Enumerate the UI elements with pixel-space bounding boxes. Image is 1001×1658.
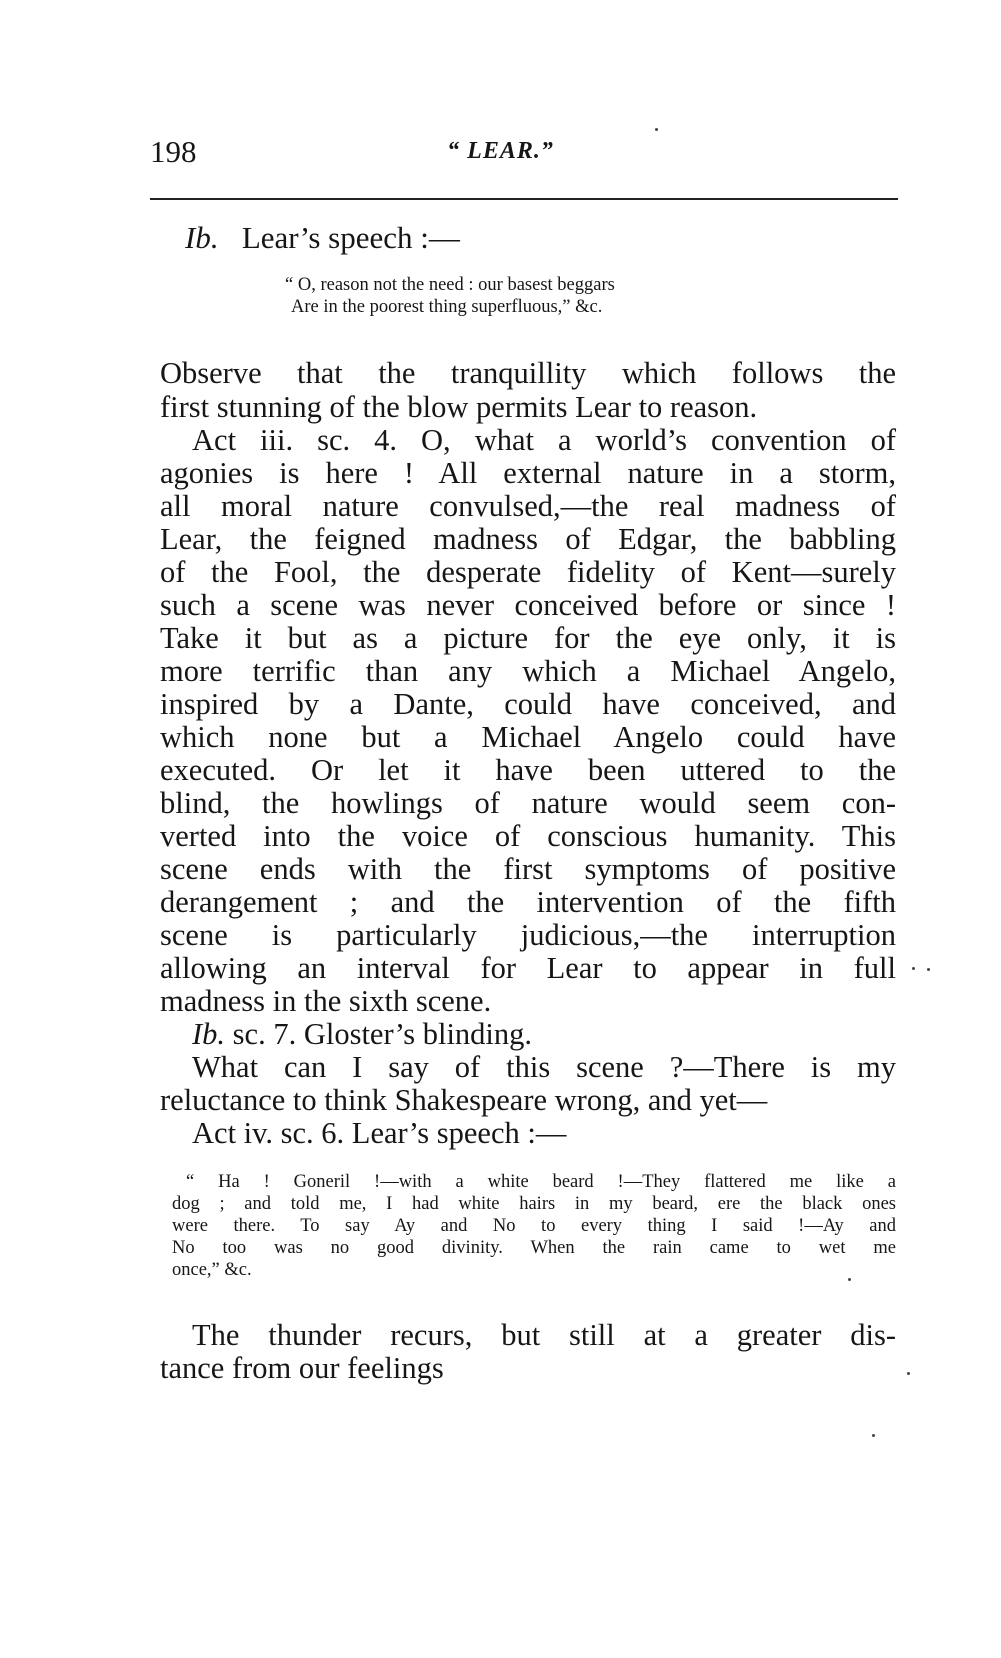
text-line: which none but a Michael Angelo could have	[160, 720, 896, 754]
section-heading-text: sc. 7. Gloster’s blinding.	[232, 1017, 533, 1051]
quote-line: were there. To say Ay and No to every thing I said !—Ay and	[172, 1216, 896, 1236]
section-heading-gloster	[192, 1017, 532, 1052]
print-speck	[907, 1372, 910, 1375]
print-speck	[927, 968, 930, 971]
quote-line: “ O, reason not the need : our basest beggars	[285, 275, 615, 295]
page-number: 198	[150, 134, 197, 169]
print-speck	[872, 1434, 875, 1437]
text-line: verted into the voice of conscious humanity. This	[160, 819, 896, 853]
text-line: scene is particularly judicious,—the interruption	[160, 918, 896, 952]
text-line: What can I say of this scene ?—There is my	[192, 1050, 896, 1084]
print-speck	[655, 128, 658, 131]
text-line: agonies is here ! All external nature in a storm,	[160, 456, 896, 490]
section-heading-act-iv: Act iv. sc. 6. Lear’s speech :—	[192, 1116, 567, 1150]
text-line: all moral nature convulsed,—the real madness of	[160, 489, 896, 523]
text-line: reluctance to think Shakespeare wrong, and yet—	[160, 1083, 768, 1117]
quote-line: once,” &c.	[172, 1260, 252, 1280]
text-line: such a scene was never conceived before or since !	[160, 588, 896, 622]
quote-line: dog ; and told me, I had white hairs in my beard, ere the black ones	[172, 1194, 896, 1214]
ibid-label: Ib.	[192, 1017, 226, 1051]
text-line: allowing an interval for Lear to appear in full	[160, 951, 896, 985]
text-line: derangement ; and the intervention of the fifth	[160, 885, 896, 919]
header-rule	[150, 198, 898, 200]
text-line: blind, the howlings of nature would seem con-	[160, 786, 896, 820]
text-line: The thunder recurs, but still at a greater dis-	[192, 1318, 896, 1352]
text-line: Take it but as a picture for the eye only, it is	[160, 621, 896, 655]
quote-line: No too was no good divinity. When the rain came to wet me	[172, 1238, 896, 1258]
text-line: inspired by a Dante, could have conceived, and	[160, 687, 896, 721]
print-speck	[848, 1278, 851, 1281]
text-line: of the Fool, the desperate fidelity of Kent—surely	[160, 555, 896, 589]
quote-line: “ Ha ! Goneril !—with a white beard !—They flattered me like a	[186, 1172, 896, 1192]
section-heading-lear-speech	[185, 220, 460, 256]
text-line: more terrific than any which a Michael Angelo,	[160, 654, 896, 688]
text-line: Observe that the tranquillity which follows the	[160, 356, 896, 390]
quote-line: Are in the poorest thing superfluous,” &c.	[291, 297, 603, 317]
text-line: scene ends with the first symptoms of positive	[160, 852, 896, 886]
print-speck	[912, 967, 915, 970]
text-line: tance from our feelings	[160, 1351, 444, 1385]
text-line: Lear, the feigned madness of Edgar, the babbling	[160, 522, 896, 556]
ibid-label: Ib.	[185, 220, 219, 255]
text-line: Act iii. sc. 4. O, what a world’s convention of	[192, 423, 896, 457]
running-title: “ LEAR.”	[447, 138, 554, 164]
text-line: executed. Or let it have been uttered to the	[160, 753, 896, 787]
text-line: madness in the sixth scene.	[160, 984, 492, 1018]
text-line: first stunning of the blow permits Lear to reason.	[160, 390, 758, 424]
section-heading-text: Lear’s speech :—	[241, 220, 460, 255]
